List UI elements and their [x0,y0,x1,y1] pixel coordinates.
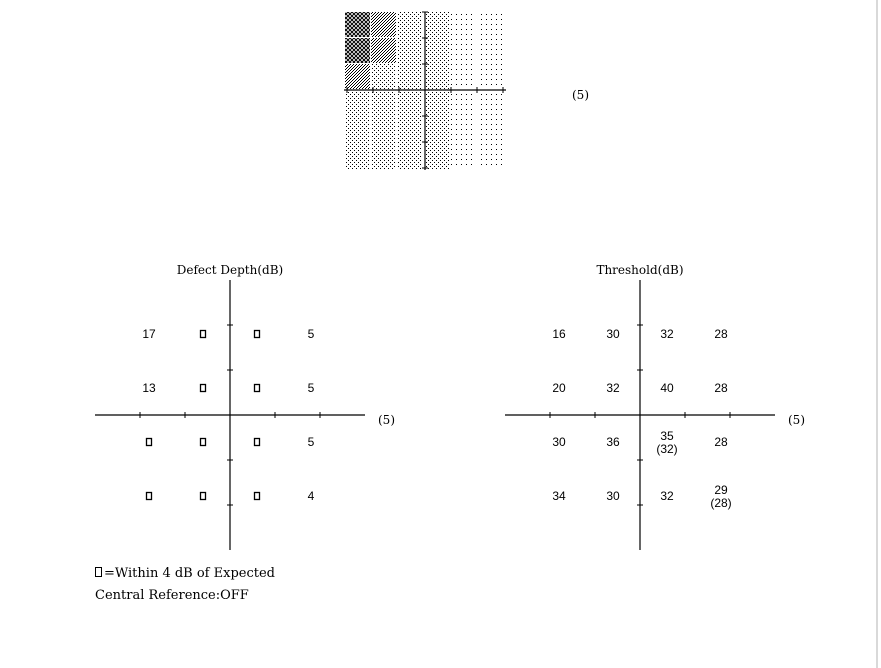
th-cell-secondary: (28) [710,496,732,510]
grayscale-cell [425,144,450,169]
th-cell-value: 20 [552,381,566,395]
within-expected-icon [255,331,260,338]
th-cell-secondary: (32) [656,442,678,456]
within-expected-icon [201,439,206,446]
grayscale-cell [425,64,450,89]
grayscale-cell [477,64,502,89]
grayscale-cell [477,92,502,117]
dd-cell-symbol: □ [148,446,150,447]
within-expected-icon [201,385,206,392]
dd-cell-symbol: □ [202,500,204,501]
grayscale-cell [371,12,396,37]
grayscale-cell [451,92,476,117]
grayscale-cell [425,12,450,37]
page-edge [876,0,878,668]
within-expected-icon [201,493,206,500]
th-cell-value: 29 [714,483,728,497]
grayscale-cell [371,92,396,117]
th-cell-value: 28 [714,381,728,395]
within-expected-icon [147,493,152,500]
dd-cell-value: 5 [307,327,315,341]
grayscale-cell [371,38,396,63]
th-cell-value: 32 [660,489,674,503]
grayscale-cell [371,144,396,169]
grayscale-cell [397,38,422,63]
grayscale-cell [425,38,450,63]
dd-cell-value: 4 [307,489,315,503]
th-cell-value: 40 [660,381,674,395]
within-expected-icon [255,439,260,446]
within-expected-icon [147,439,152,446]
grayscale-cell [451,12,476,37]
grayscale-cell [371,118,396,143]
threshold-chart [500,255,820,555]
grayscale-cell [397,12,422,37]
grayscale-cell [397,92,422,117]
grayscale-cell [397,64,422,89]
within-expected-icon [201,331,206,338]
grayscale-cell [477,144,502,169]
grayscale-cell [397,144,422,169]
th-cell-value: 32 [606,381,620,395]
grayscale-cell [345,144,370,169]
grayscale-cell [345,92,370,117]
dd-cell-value: 13 [142,381,156,395]
th-cell-value: 30 [606,489,620,503]
grayscale-cell [345,118,370,143]
th-cell-value: 30 [606,327,620,341]
grayscale-cell [425,118,450,143]
dd-cell-symbol: □ [256,392,258,393]
grayscale-cell [397,118,422,143]
grayscale-cell [345,12,370,37]
threshold-side-label: (5) [788,413,805,427]
dd-cell-value: 5 [307,435,315,449]
grayscale-cell [477,38,502,63]
th-cell-value: 32 [660,327,674,341]
dd-cell-symbol: □ [148,500,150,501]
grayscale-map [340,8,510,176]
grayscale-cell [451,144,476,169]
th-cell-value: 35 [660,429,674,443]
grayscale-cell [345,38,370,63]
legend-central-reference: Central Reference:OFF [95,588,249,603]
within-expected-symbol-icon [95,567,102,577]
dd-cell-symbol: □ [202,338,204,339]
grayscale-cell [425,92,450,117]
th-cell-value: 34 [552,489,566,503]
legend [95,563,275,607]
grayscale-cell [451,64,476,89]
dd-cell-symbol: □ [202,446,204,447]
defect-depth-chart [90,255,410,555]
dd-cell-symbol: □ [256,338,258,339]
grayscale-cell [451,118,476,143]
th-cell-value: 28 [714,327,728,341]
grayscale-cell [371,64,396,89]
grayscale-scale-label: (5) [572,88,589,102]
dd-cell-symbol: □ [256,446,258,447]
defect-depth-title: Defect Depth(dB) [176,263,284,277]
legend-within-expected: =Within 4 dB of Expected [95,563,275,585]
grayscale-cell [477,12,502,37]
grayscale-cell [477,118,502,143]
dd-cell-value: 5 [307,381,315,395]
grayscale-cell [345,64,370,89]
within-expected-icon [255,385,260,392]
dd-cell-value: 17 [142,327,156,341]
th-cell-value: 36 [606,435,620,449]
th-cell-value: 30 [552,435,566,449]
th-cell-value: 16 [552,327,566,341]
threshold-title: Threshold(dB) [596,263,684,277]
grayscale-cell [451,38,476,63]
dd-cell-symbol: □ [256,500,258,501]
dd-cell-symbol: □ [202,392,204,393]
within-expected-icon [255,493,260,500]
defect-depth-side-label: (5) [378,413,395,427]
th-cell-value: 28 [714,435,728,449]
